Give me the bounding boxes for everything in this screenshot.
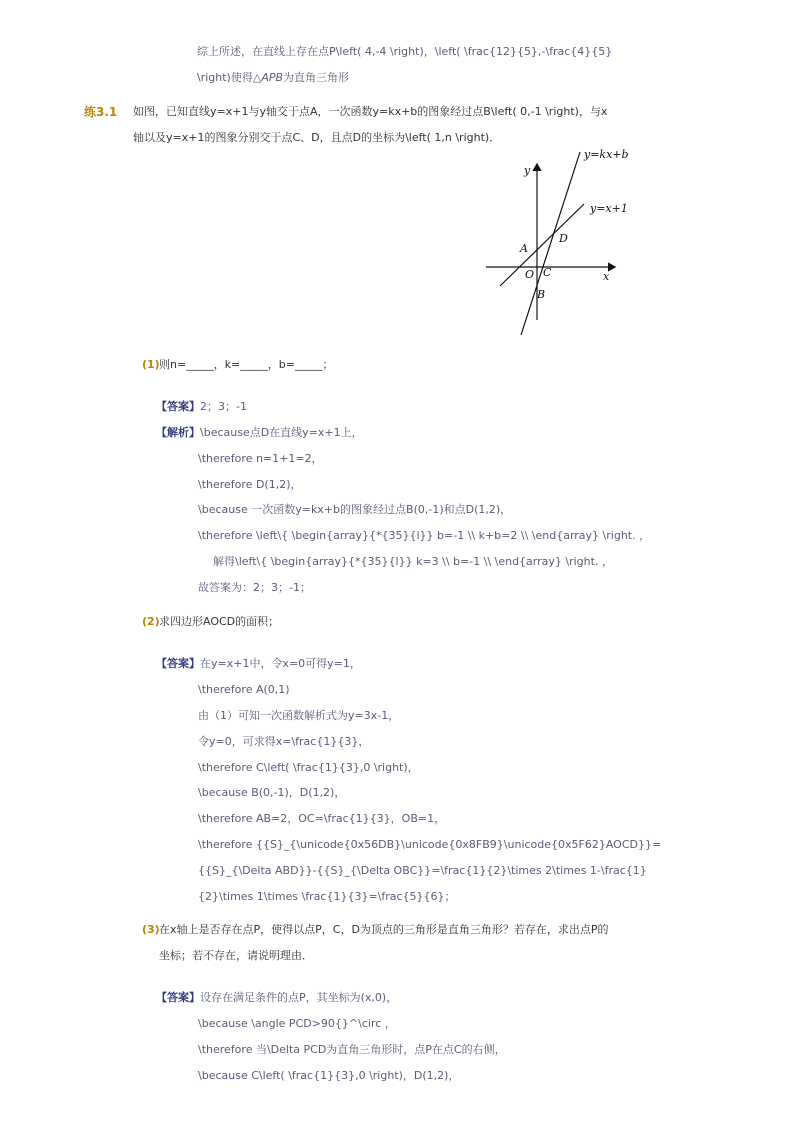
q1-analysis-line-4: \because 一次函数y=kx+b的图象经过点B(0,-1)和点D(1,2)， (198, 503, 512, 516)
intro-line-2-italic: APB (261, 71, 284, 84)
q1-analysis-label: 【解析】 (156, 426, 200, 439)
label-y-kx-b: y=kx+b (584, 148, 629, 161)
q2-text: 求四边形AOCD的面积； (159, 615, 280, 628)
q1-analysis-line-5: \therefore \left\{ \begin{array}{*{35}{l}} b=-1 \\ k+b=2 \\ \end{array} \right. ， (198, 529, 651, 542)
q2-answer-line-8: \therefore {{S}_{\unicode{0x56DB}\unicode{0x8FB9}\unicode{0x5F62}AOCD}}= (198, 838, 662, 851)
point-a-label: A (520, 242, 528, 255)
q2-answer-line-7: \therefore AB=2，OC=\frac{1}{3}，OB=1， (198, 812, 446, 825)
point-c-label: C (543, 266, 552, 279)
q1-answer-label: 【答案】 (156, 400, 200, 413)
line-y-x-1 (500, 204, 584, 286)
q3-text-line-2: 坐标；若不存在，请说明理由． (159, 949, 313, 962)
q1-tag: (1) (142, 358, 160, 371)
q1-answer-value: 2；3；-1 (200, 400, 247, 413)
q2-answer-line-9: {{S}_{\Delta ABD}}-{{S}_{\Delta OBC}}=\frac{1}{2}\times 2\times 1-\frac{1} (198, 864, 647, 877)
exercise-line-1: 如图，已知直线y=x+1与y轴交于点A，一次函数y=kx+b的图象经过点B\left( 0,-1 \right)，与x (133, 105, 608, 118)
q2-answer-label: 【答案】 (156, 657, 200, 670)
q3-answer-label: 【答案】 (156, 991, 200, 1004)
line-y-kx-b (521, 152, 580, 335)
axis-x-label: x (603, 270, 610, 283)
q3-answer-line-1: 设存在满足条件的点P，其坐标为(x,0)， (200, 991, 398, 1004)
q1-analysis-line-6: 解得\left\{ \begin{array}{*{35}{l}} k=3 \\ b=-1 \\ \end{array} \right. ， (213, 555, 613, 568)
q3-tag: (3) (142, 923, 160, 936)
intro-line-2-pre: \right)使得△ (197, 71, 262, 84)
q1-text: 则n=_____，k=_____，b=_____； (159, 358, 334, 371)
q1-analysis (156, 425, 363, 441)
q2-answer-line-1: 在y=x+1中，令x=0可得y=1， (200, 657, 361, 670)
q3-text-line-1: 在x轴上是否存在点P，使得以点P，C，D为顶点的三角形是直角三角形？若存在，求出点P的 (159, 923, 609, 936)
label-y-x-1: y=x+1 (590, 202, 628, 215)
q3-answer-line-4: \because C\left( \frac{1}{3},0 \right)，D(1,2)， (198, 1069, 460, 1082)
q2-answer-line-6: \because B(0,-1)，D(1,2)， (198, 786, 346, 799)
q3-answer-line-3: \therefore 当\Delta PCD为直角三角形时，点P在点C的右侧， (198, 1043, 506, 1056)
coordinate-figure (480, 142, 630, 342)
exercise-tag: 练3.1 (84, 105, 118, 119)
point-o-label: O (525, 268, 535, 281)
q2-answer (156, 656, 361, 672)
point-d-label: D (559, 232, 568, 245)
intro-line-2 (197, 70, 349, 86)
q1-analysis-line-3: \therefore D(1,2)， (198, 478, 302, 491)
q2-answer-line-3: 由（1）可知一次函数解析式为y=3x-1， (198, 709, 400, 722)
q2-answer-line-2: \therefore A(0,1) (198, 683, 290, 696)
q2-answer-line-10: {2}\times 1\times \frac{1}{3}=\frac{5}{6}； (198, 890, 456, 903)
q1-analysis-line-7: 故答案为：2；3；-1； (198, 581, 311, 594)
q3-answer (156, 990, 397, 1006)
axis-y-label: y (524, 164, 531, 177)
q3-answer-line-2: \because \angle PCD>90{}^\circ ， (198, 1017, 396, 1030)
q1-analysis-line-2: \therefore n=1+1=2， (198, 452, 323, 465)
intro-line-2-post: 为直角三角形 (283, 71, 350, 84)
q1-analysis-line-1: \because点D在直线y=x+1上， (200, 426, 363, 439)
point-b-label: B (537, 288, 546, 301)
exercise-line-2: 轴以及y=x+1的图象分别交于点C、D，且点D的坐标为\left( 1,n \right)． (133, 131, 501, 144)
q2-answer-line-4: 令y=0，可求得x=\frac{1}{3}， (198, 735, 370, 748)
q2-answer-line-5: \therefore C\left( \frac{1}{3},0 \right)， (198, 761, 419, 774)
q2-tag: (2) (142, 615, 160, 628)
intro-line-1: 综上所述，在直线上存在点P\left( 4,-4 \right)，\left( \frac{12}{5},-\frac{4}{5} (197, 45, 613, 58)
q1-answer (156, 399, 247, 415)
